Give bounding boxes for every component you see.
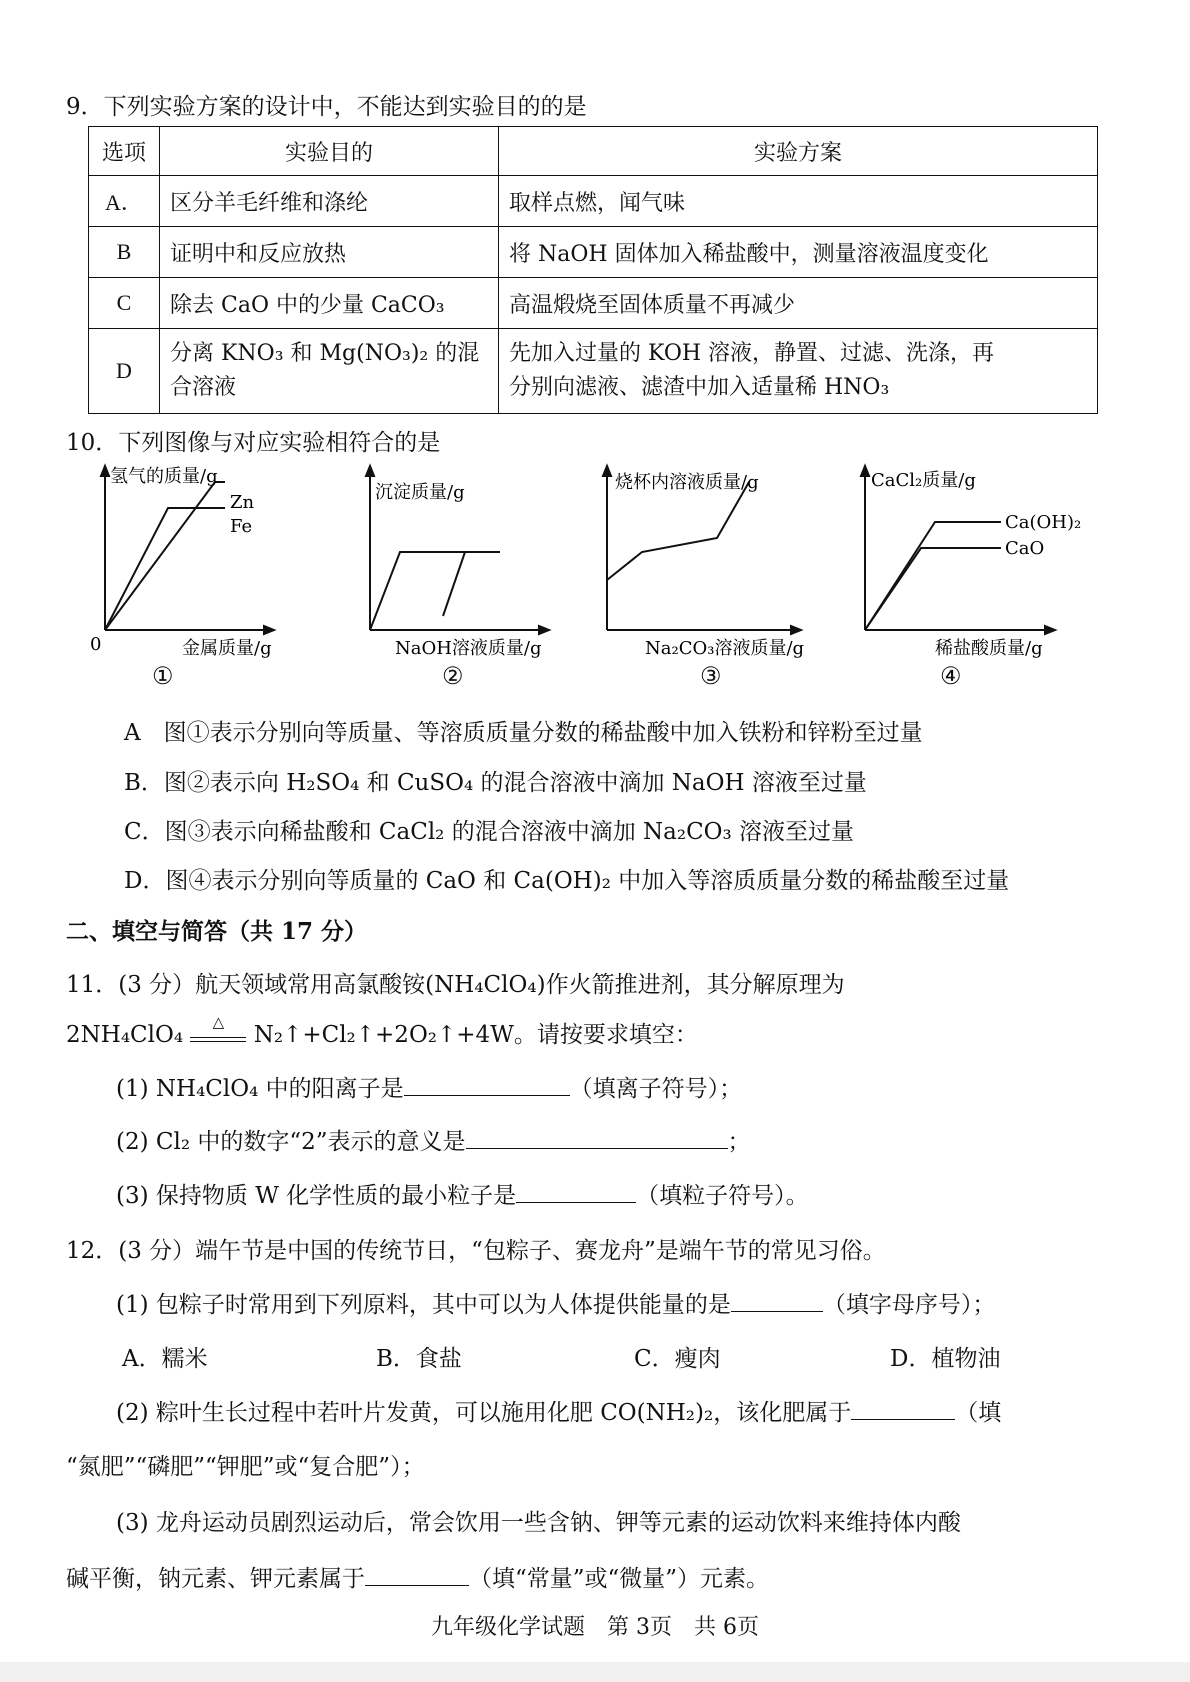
answer-blank[interactable]	[365, 1563, 469, 1586]
q11-part-1	[116, 1070, 742, 1103]
q12-stem: 12．(3 分）端午节是中国的传统节日，“包粽子、赛龙舟”是端午节的常见习俗。	[66, 1238, 886, 1264]
chart-2-xlabel: NaOH溶液质量/g	[395, 638, 542, 659]
line-fe	[105, 482, 225, 630]
chart-2	[355, 462, 605, 659]
table-cell-option: C	[89, 278, 160, 329]
y-axis-arrow	[603, 466, 611, 476]
chart-1-svg	[90, 462, 340, 659]
table-cell-goal	[160, 329, 499, 414]
legend-cao: CaO	[1005, 538, 1045, 559]
table-header-plan: 实验方案	[499, 127, 1098, 176]
line-solution-mass	[607, 482, 749, 580]
q12-part-2-hint: （填	[955, 1400, 1002, 1426]
q12-part-3-hint: （填“常量”或“微量”）元素。	[469, 1566, 770, 1592]
q12-part-3-line-1: (3) 龙舟运动员剧烈运动后，常会饮用一些含钠、钾等元素的运动饮料来维持体内酸	[116, 1510, 961, 1536]
section-2-title: 二、填空与简答（共 17 分）	[66, 918, 368, 945]
chart-1-origin: 0	[90, 634, 102, 655]
answer-blank[interactable]	[516, 1180, 636, 1203]
q11-equation	[66, 1013, 698, 1049]
q11-stem: 11．(3 分）航天领域常用高氯酸铵(NH₄ClO₄)作火箭推进剂，其分解原理为	[66, 972, 845, 998]
equation-arrow	[190, 1013, 246, 1042]
bottom-edge	[0, 1662, 1190, 1682]
line-cao	[865, 548, 1001, 630]
line-precipitate-alt	[443, 552, 465, 616]
table-cell-option: A．	[89, 176, 160, 227]
q11-part-3-hint: （填粒子符号）。	[636, 1183, 809, 1209]
chart-3-xlabel: Na₂CO₃溶液质量/g	[645, 638, 805, 659]
q11-part-2-hint: ；	[727, 1129, 751, 1155]
q10-option-d: D．图④表示分别向等质量的 CaO 和 Ca(OH)₂ 中加入等溶质质量分数的稀盐酸至过量	[124, 868, 1010, 894]
q10-option-a: A 图①表示分别向等质量、等溶质质量分数的稀盐酸中加入铁粉和锌粉至过量	[124, 720, 923, 746]
chart-3-ylabel: 烧杯内溶液质量/g	[615, 472, 759, 493]
q12-part-1	[116, 1286, 995, 1319]
x-axis-arrow	[791, 626, 801, 634]
table-header-option: 选项	[89, 127, 160, 176]
chart-3-svg	[597, 462, 847, 659]
q12-choice-c: C．瘦肉	[634, 1346, 721, 1372]
chart-1-ylabel: 氢气的质量/g	[110, 466, 218, 487]
q12-choice-d: D．植物油	[890, 1346, 1001, 1372]
chart-4	[853, 462, 1103, 659]
plan-line-2: 分别向滤液、滤渣中加入适量稀 HNO₃	[509, 375, 890, 400]
chart-1-number: ①	[152, 662, 174, 690]
q11-part-3	[116, 1177, 809, 1210]
x-axis-arrow	[539, 626, 549, 634]
answer-blank[interactable]	[851, 1397, 955, 1420]
line-zn	[105, 508, 225, 630]
q11-part-1-hint: （填离子符号）；	[569, 1076, 743, 1102]
legend-fe: Fe	[230, 516, 253, 537]
q9-stem: 9．下列实验方案的设计中，不能达到实验目的的是	[66, 94, 587, 120]
q12-part-1-text: (1) 包粽子时常用到下列原料，其中可以为人体提供能量的是	[116, 1292, 731, 1318]
chart-1-xlabel: 金属质量/g	[182, 638, 272, 659]
x-axis-arrow	[1045, 626, 1055, 634]
q12-part-2-text: (2) 粽叶生长过程中若叶片发黄，可以施用化肥 CO(NH₂)₂，该化肥属于	[116, 1400, 852, 1426]
table-cell-plan: 取样点燃，闻气味	[499, 176, 1098, 227]
table-cell-plan	[499, 329, 1098, 414]
chart-3	[597, 462, 847, 659]
q12-choice-b: B．食盐	[376, 1346, 462, 1372]
q12-part-2	[116, 1394, 1001, 1427]
q12-part-1-hint: （填字母序号）；	[822, 1292, 996, 1318]
table-cell-plan: 高温煅烧至固体质量不再减少	[499, 278, 1098, 329]
y-axis-arrow	[861, 466, 869, 476]
page-footer: 九年级化学试题 第 3页 共 6页	[431, 1615, 759, 1640]
q12-part-3-text: 碱平衡，钠元素、钾元素属于	[66, 1566, 365, 1592]
table-cell-option: B	[89, 227, 160, 278]
q12-choice-a: A．糯米	[122, 1346, 208, 1372]
chart-4-number: ④	[940, 662, 962, 690]
q10-stem: 10．下列图像与对应实验相符合的是	[66, 430, 441, 456]
chart-4-xlabel: 稀盐酸质量/g	[935, 638, 1043, 659]
x-axis-arrow	[264, 626, 274, 634]
answer-blank[interactable]	[404, 1073, 570, 1096]
table-row	[89, 278, 1098, 329]
chart-4-ylabel: CaCl₂质量/g	[871, 470, 976, 491]
equals-lines	[190, 1037, 246, 1042]
table-row	[89, 329, 1098, 414]
table-cell-goal: 证明中和反应放热	[160, 227, 499, 278]
y-axis-arrow	[101, 466, 109, 476]
chart-4-svg	[853, 462, 1103, 659]
answer-blank[interactable]	[731, 1289, 823, 1312]
table-cell-option: D	[89, 329, 160, 414]
table-row	[89, 227, 1098, 278]
table-cell-plan: 将 NaOH 固体加入稀盐酸中，测量溶液温度变化	[499, 227, 1098, 278]
q12-part-3-line-2	[66, 1560, 769, 1593]
plan-line-1: 先加入过量的 KOH 溶液，静置、过滤、洗涤，再	[509, 341, 995, 366]
q11-part-2-text: (2) Cl₂ 中的数字“2”表示的意义是	[116, 1129, 466, 1155]
q11-part-2	[116, 1123, 751, 1156]
table-header-goal: 实验目的	[160, 127, 499, 176]
chart-3-number: ③	[700, 662, 722, 690]
chart-1	[90, 462, 340, 659]
y-axis-arrow	[366, 466, 374, 476]
chart-2-ylabel: 沉淀质量/g	[375, 482, 465, 503]
chart-2-svg	[355, 462, 605, 659]
legend-caoh2: Ca(OH)₂	[1005, 512, 1082, 533]
q10-option-b: B．图②表示向 H₂SO₄ 和 CuSO₄ 的混合溶液中滴加 NaOH 溶液至过量	[124, 770, 867, 796]
equation-products: N₂↑+Cl₂↑+2O₂↑+4W。请按要求填空：	[253, 1022, 698, 1048]
goal-line-1: 分离 KNO₃ 和 Mg(NO₃)₂ 的混	[170, 341, 480, 366]
q11-part-3-text: (3) 保持物质 W 化学性质的最小粒子是	[116, 1183, 517, 1209]
q9-table	[88, 126, 1098, 414]
table-cell-goal: 区分羊毛纤维和涤纶	[160, 176, 499, 227]
equation-reactant: 2NH₄ClO₄	[66, 1022, 184, 1048]
q12-part-2-line-2: “氮肥”“磷肥”“钾肥”或“复合肥”）；	[66, 1454, 425, 1480]
q11-part-1-text: (1) NH₄ClO₄ 中的阳离子是	[116, 1076, 404, 1102]
table-cell-goal: 除去 CaO 中的少量 CaCO₃	[160, 278, 499, 329]
table-row	[89, 176, 1098, 227]
line-precipitate	[370, 552, 500, 630]
legend-zn: Zn	[230, 492, 255, 513]
heat-symbol: △	[212, 1013, 225, 1031]
chart-2-number: ②	[442, 662, 464, 690]
line-caoh2	[865, 522, 1001, 630]
goal-line-2: 合溶液	[170, 375, 237, 400]
q10-option-c: C．图③表示向稀盐酸和 CaCl₂ 的混合溶液中滴加 Na₂CO₃ 溶液至过量	[124, 819, 855, 845]
answer-blank[interactable]	[466, 1126, 728, 1149]
